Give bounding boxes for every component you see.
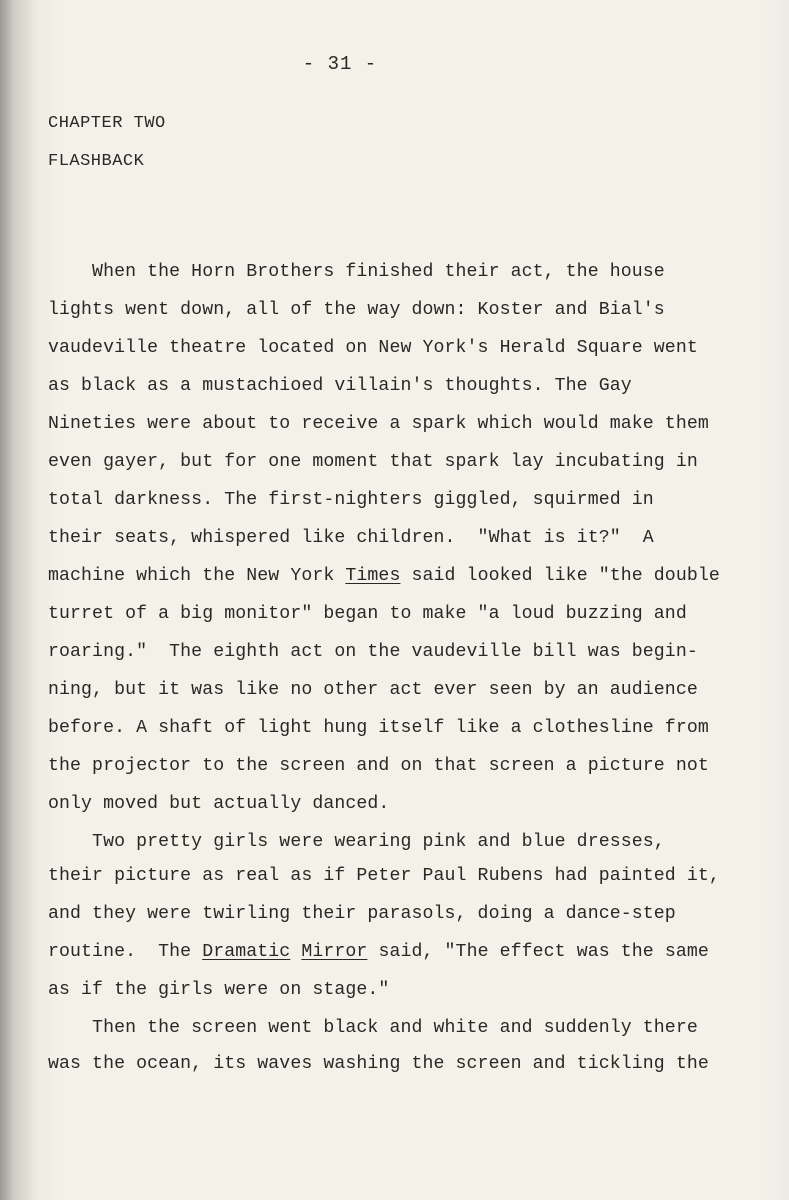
text-line: and they were twirling their parasols, doing a dance-step	[48, 904, 676, 924]
text-line: the projector to the screen and on that screen a picture not	[48, 756, 709, 776]
chapter-title: CHAPTER TWO	[48, 114, 166, 133]
underlined-title: Mirror	[301, 942, 368, 962]
text-line: as black as a mustachioed villain's thoughts. The Gay	[48, 376, 632, 396]
text-segment: machine which the New York	[48, 566, 346, 586]
text-line: even gayer, but for one moment that spark lay incubating in	[48, 452, 698, 472]
text-line: before. A shaft of light hung itself like a clothesline from	[48, 718, 709, 738]
section-title: FLASHBACK	[48, 152, 145, 171]
underlined-title: Times	[345, 566, 401, 586]
text-line: roaring." The eighth act on the vaudeville bill was begin-	[48, 642, 698, 662]
text-line: their picture as real as if Peter Paul Rubens had painted it,	[48, 866, 720, 886]
text-line	[48, 942, 709, 962]
text-line: ning, but it was like no other act ever seen by an audience	[48, 680, 698, 700]
text-line: their seats, whispered like children. "What is it?" A	[48, 528, 654, 548]
text-line: When the Horn Brothers finished their act, the house	[48, 262, 665, 282]
text-line: lights went down, all of the way down: Koster and Bial's	[48, 300, 665, 320]
text-line	[48, 566, 720, 586]
text-line: was the ocean, its waves washing the screen and tickling the	[48, 1054, 709, 1074]
text-line: as if the girls were on stage."	[48, 980, 390, 1000]
text-segment: routine. The	[48, 942, 203, 962]
text-line: total darkness. The first-nighters giggled, squirmed in	[48, 490, 654, 510]
page-number: - 31 -	[302, 53, 378, 75]
text-line: turret of a big monitor" began to make "a loud buzzing and	[48, 604, 687, 624]
text-segment: said, "The effect was the same	[367, 942, 709, 962]
text-line: vaudeville theatre located on New York's Herald Square went	[48, 338, 698, 358]
underlined-title: Dramatic	[202, 942, 291, 962]
text-segment	[290, 942, 301, 962]
text-line: only moved but actually danced.	[48, 794, 390, 814]
text-line: Then the screen went black and white and suddenly there	[48, 1018, 698, 1038]
text-segment: said looked like "the double	[400, 566, 720, 586]
text-line: Nineties were about to receive a spark which would make them	[48, 414, 709, 434]
text-line: Two pretty girls were wearing pink and blue dresses,	[48, 832, 665, 852]
